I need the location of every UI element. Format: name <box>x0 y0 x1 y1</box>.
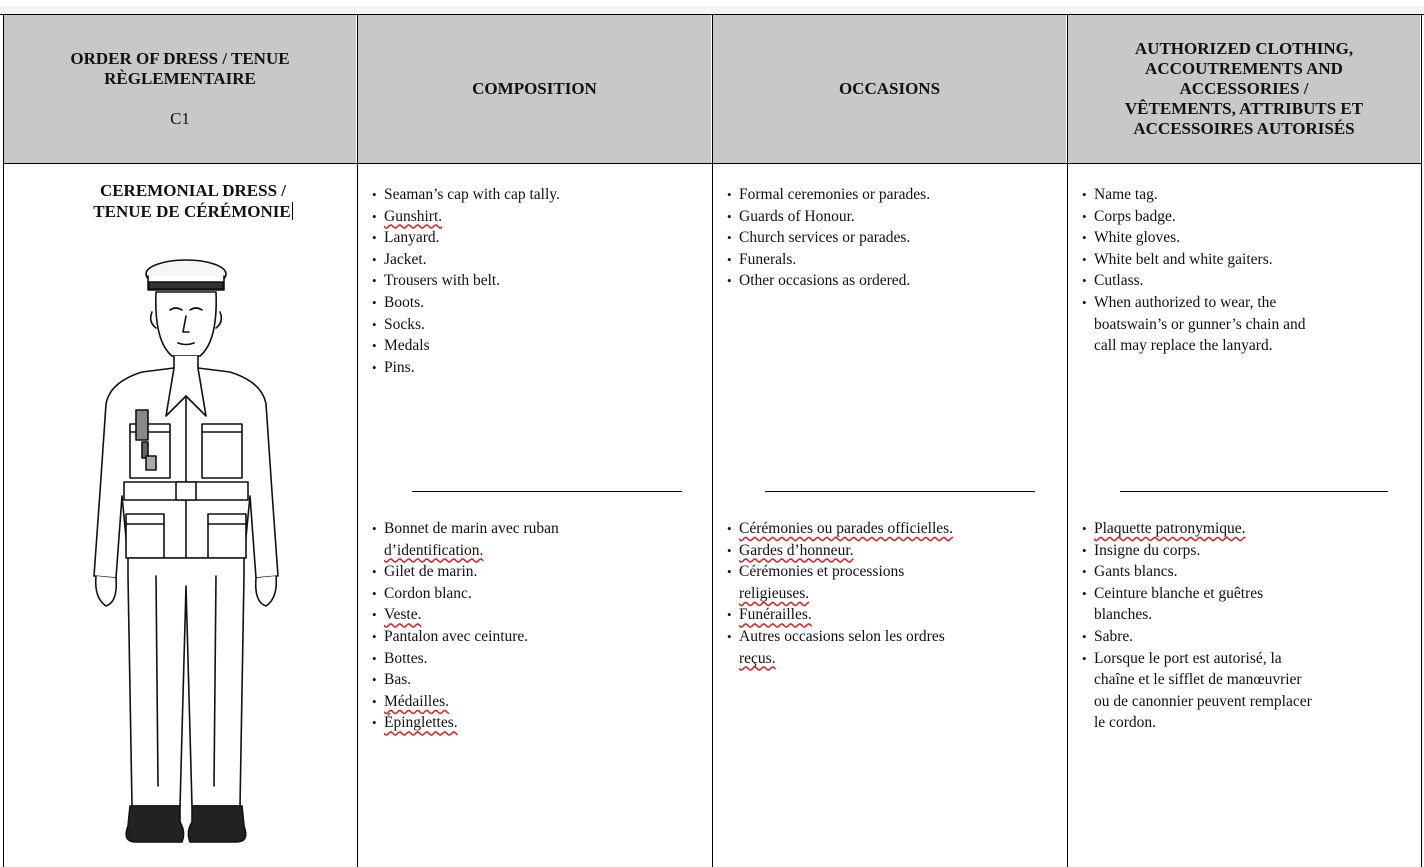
sailor-figure-icon <box>86 246 286 850</box>
header-composition-label: COMPOSITION <box>472 79 597 98</box>
list-item: • Bonnet de marin avec ruban <box>372 518 559 540</box>
header-authorized-line-2: ACCOUTREMENTS AND <box>1145 59 1343 78</box>
list-item: • Épinglettes. <box>372 712 559 734</box>
list-item: • Guards of Honour. <box>727 206 930 228</box>
header-authorized-line-3: ACCESSORIES / <box>1179 79 1309 98</box>
header-occasions-label: OCCASIONS <box>838 79 941 98</box>
list-item: • When authorized to wear, the <box>1082 292 1306 314</box>
authorized-divider <box>1120 491 1388 492</box>
list-item: • Other occasions as ordered. <box>727 270 930 292</box>
table-left-border <box>3 14 4 867</box>
list-item: • Funérailles. <box>727 604 953 626</box>
column-divider-3 <box>1067 14 1068 867</box>
list-item: • Gants blancs. <box>1082 561 1312 583</box>
table-right-border <box>1421 14 1422 867</box>
list-item: • Ceinture blanche et guêtres <box>1082 583 1312 605</box>
list-item-continuation: blanches. <box>1094 606 1153 624</box>
list-item-continuation: ou de canonnier peuvent remplacer <box>1094 692 1312 710</box>
list-item: • Cérémonies ou parades officielles. <box>727 518 953 540</box>
header-authorized-line-1: AUTHORIZED CLOTHING, <box>1134 39 1354 58</box>
list-item: • Cérémonies et processions <box>727 561 953 583</box>
list-item-continuation: d’identification. <box>384 541 484 559</box>
list-item: • Name tag. <box>1082 184 1306 206</box>
composition-divider <box>412 491 682 492</box>
list-item: • Cordon blanc. <box>372 583 559 605</box>
list-item: • Seaman’s cap with cap tally. <box>372 184 560 206</box>
list-item: • Plaquette patronymique. <box>1082 518 1312 540</box>
header-authorized-line-4: VÊTEMENTS, ATTRIBUTS ET <box>1124 99 1364 118</box>
list-item-continuation: call may replace the lanyard. <box>1094 337 1273 355</box>
column-divider-2 <box>712 14 713 867</box>
list-item: • Trousers with belt. <box>372 270 560 292</box>
list-item: • White gloves. <box>1082 227 1306 249</box>
list-item: • Boots. <box>372 292 560 314</box>
dress-title-line-1: CEREMONIAL DRESS / <box>99 181 287 200</box>
list-item: • Church services or parades. <box>727 227 930 249</box>
header-order-line-4: C1 <box>170 109 190 128</box>
header-order-line-2: RÈGLEMENTAIRE <box>104 69 256 88</box>
composition-en-list <box>372 184 560 378</box>
list-item: • Médailles. <box>372 691 559 713</box>
occasions-divider <box>765 491 1035 492</box>
column-divider-1 <box>357 14 358 867</box>
list-item: • Formal ceremonies or parades. <box>727 184 930 206</box>
header-authorized-line-5: ACCESSOIRES AUTORISÉS <box>1133 119 1355 138</box>
list-item-continuation: religieuses. <box>739 584 810 602</box>
header-composition <box>358 15 711 163</box>
list-item: • Gunshirt. <box>372 206 560 228</box>
list-item: • Funerals. <box>727 249 930 271</box>
composition-fr-list <box>372 518 559 734</box>
list-item-continuation: boatswain’s or gunner’s chain and <box>1094 315 1306 333</box>
list-item: • Pantalon avec ceinture. <box>372 626 559 648</box>
authorized-en-list <box>1082 184 1306 357</box>
list-item: • White belt and white gaiters. <box>1082 249 1306 271</box>
list-item-continuation: le cordon. <box>1094 714 1156 732</box>
header-bottom-border <box>3 163 1422 164</box>
list-item: • Insigne du corps. <box>1082 540 1312 562</box>
header-occasions <box>713 15 1066 163</box>
list-item: • Socks. <box>372 314 560 336</box>
list-item-continuation: reçus. <box>739 649 776 667</box>
list-item: • Bottes. <box>372 648 559 670</box>
list-item: • Pins. <box>372 357 560 379</box>
dress-title-line-2: TENUE DE CÉRÉMONIE <box>93 202 291 221</box>
text-cursor <box>292 202 293 220</box>
list-item-continuation: chaîne et le sifflet de manœuvrier <box>1094 671 1302 689</box>
occasions-en-list <box>727 184 930 292</box>
list-item: • Gilet de marin. <box>372 561 559 583</box>
list-item: • Autres occasions selon les ordres <box>727 626 953 648</box>
list-item: • Lorsque le port est autorisé, la <box>1082 648 1312 670</box>
header-order-line-1: ORDER OF DRESS / TENUE <box>70 49 290 68</box>
dress-title <box>58 180 328 222</box>
list-item: • Lanyard. <box>372 227 560 249</box>
list-item: • Veste. <box>372 604 559 626</box>
list-item: • Sabre. <box>1082 626 1312 648</box>
list-item: • Gardes d’honneur. <box>727 540 953 562</box>
list-item: • Medals <box>372 335 560 357</box>
occasions-fr-list <box>727 518 953 669</box>
authorized-fr-list <box>1082 518 1312 734</box>
list-item: • Bas. <box>372 669 559 691</box>
list-item: • Cutlass. <box>1082 270 1306 292</box>
header-order-of-dress <box>4 15 356 163</box>
list-item: • Jacket. <box>372 249 560 271</box>
list-item: • Corps badge. <box>1082 206 1306 228</box>
header-authorized <box>1068 15 1420 163</box>
